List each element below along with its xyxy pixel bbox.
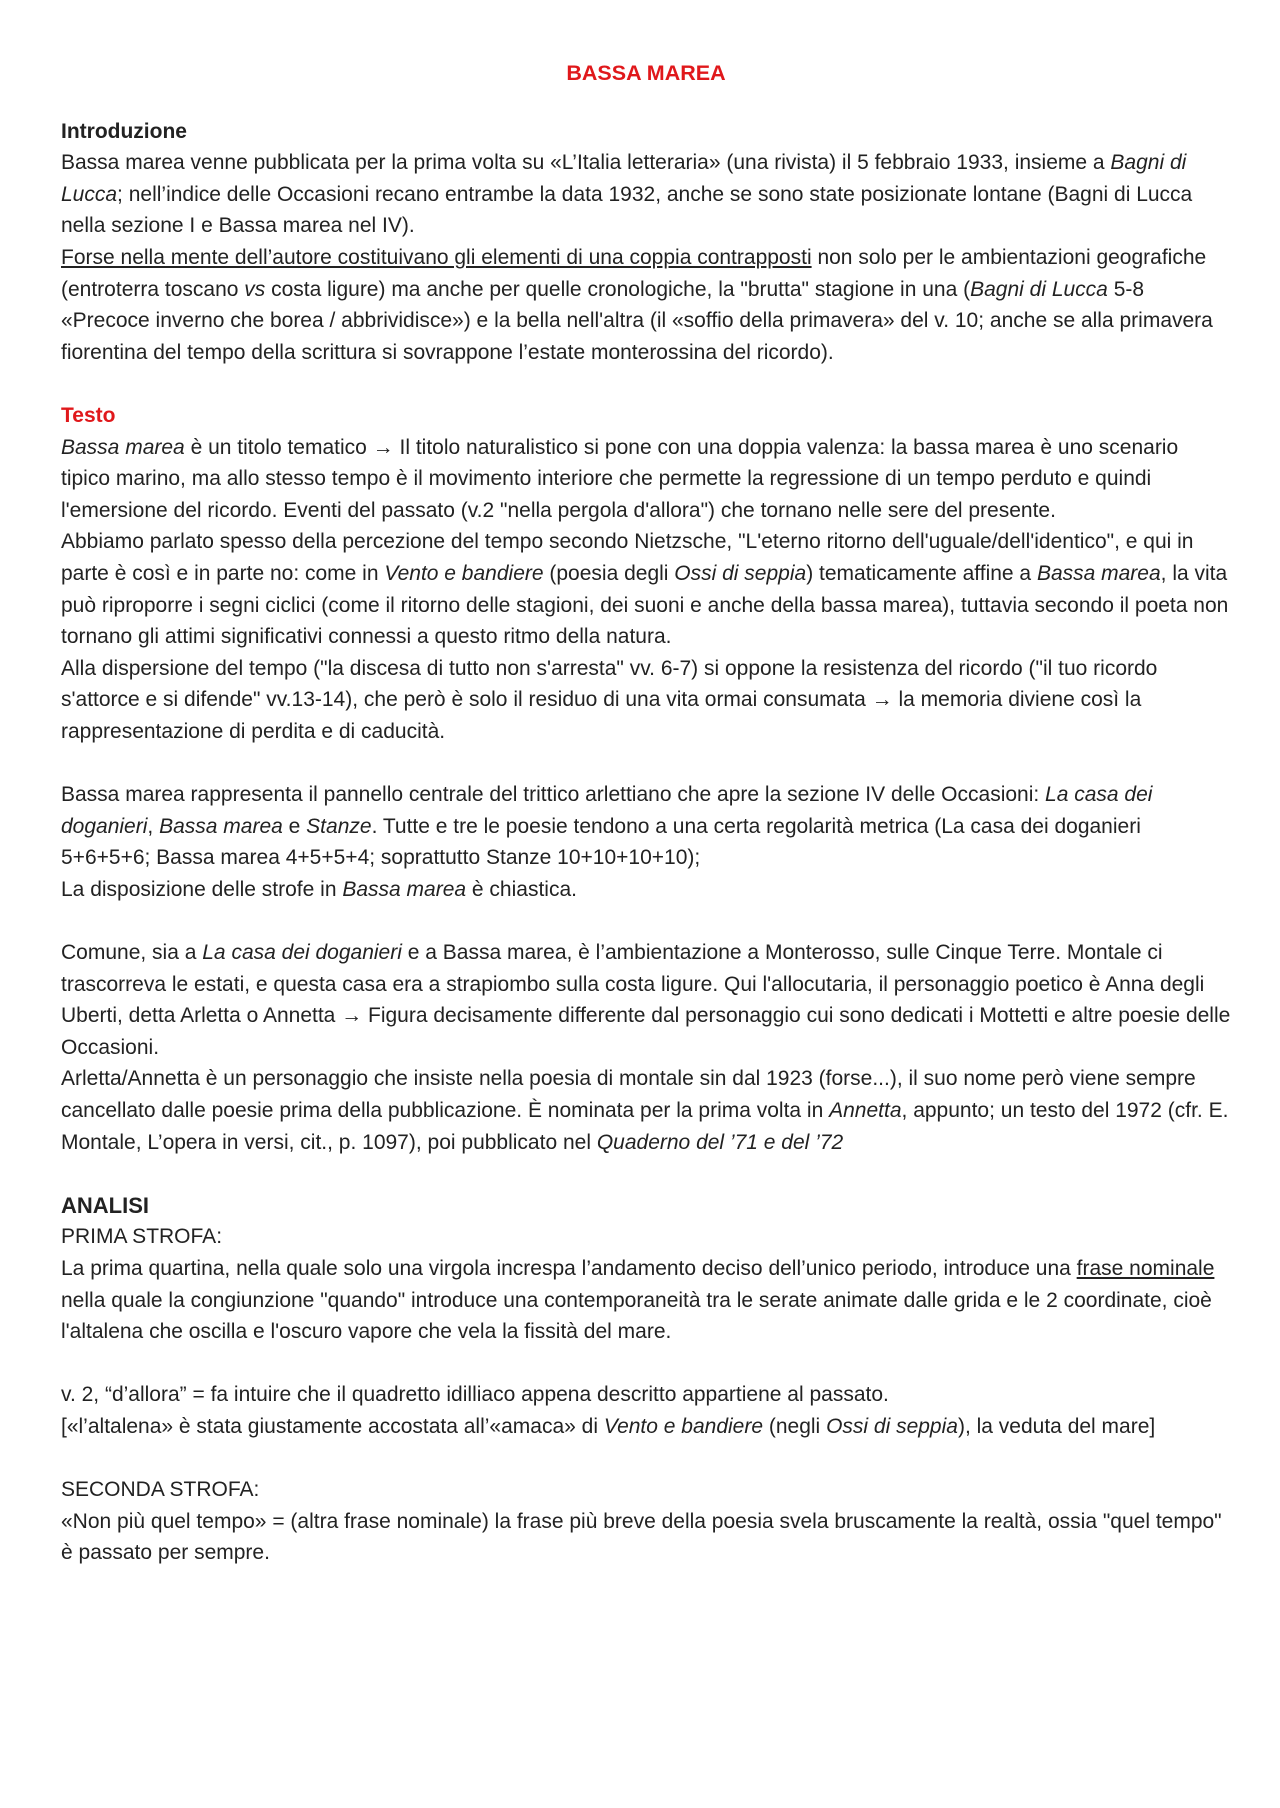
text-run: , [147, 814, 160, 838]
italic-run: vs [244, 277, 266, 301]
prima-strofa-label: PRIMA STROFA: [61, 1225, 223, 1249]
testo-paragraph-2 [61, 526, 1231, 652]
text-run: La disposizione delle strofe in [61, 877, 343, 901]
text-run: ; nell’indice delle Occasioni recano entrambe la data 1932, anche se sono state posizionate lontane (Bagni di Lucca nella sezione I e Bassa marea nel IV). [61, 182, 1193, 238]
prima-strofa-paragraph-2: v. 2, “d’allora” = fa intuire che il quadretto idilliaco appena descritto appartiene al passato. [61, 1383, 889, 1407]
italic-run: Stanze [306, 814, 372, 838]
text-run: ) tematicamente affine a [806, 561, 1037, 585]
testo-paragraph-4 [61, 779, 1231, 874]
italic-run: Vento e bandiere [603, 1414, 764, 1438]
text-run: è un titolo tematico → Il titolo naturalistico si pone con una doppia valenza: la bassa marea è uno scenario tipico marino, ma allo stesso tempo è il movimento interiore che permette la regressione di un tempo perduto e quindi l'emersione del ricordo. Eventi del passato (v.2 "nella pergola d'allora") che tornano nelle sere del presente. [61, 435, 1179, 522]
seconda-strofa-label: SECONDA STROFA: [61, 1478, 260, 1502]
document-title: BASSA MAREA [566, 61, 726, 85]
spacer [61, 1348, 1231, 1380]
intro-heading: Introduzione [61, 119, 187, 143]
document-page [61, 58, 1231, 1569]
text-run: costa ligure) ma anche per quelle cronologiche, la "brutta" stagione in una ( [265, 277, 971, 301]
text-run: Comune, sia a [61, 941, 203, 965]
underlined-run: frase nominale [1076, 1256, 1215, 1280]
spacer [61, 1158, 1231, 1190]
text-run: 5-8 «Precoce inverno che borea / abbrividisce») e la bella nell'altra (il «soffio della primavera» del v. 10; anche se alla primavera fiorentina del tempo della scrittura si sovrappone l’estate monterossina del ricordo). [61, 277, 1213, 364]
text-run: , appunto; un testo del 1972 (cfr. E. Montale, L’opera in versi, cit., p. 1097), poi pubblicato nel [61, 1099, 1229, 1154]
testo-paragraph-5 [61, 874, 1231, 906]
intro-paragraph-1 [61, 147, 1231, 242]
testo-paragraph-3: Alla dispersione del tempo ("la discesa di tutto non s'arresta" vv. 6-7) si oppone la resistenza del ricordo ("il tuo ricordo s'attorce e si difende" vv.13-14), che però è solo il residuo di una vita ormai consumata → la memoria diviene così la rappresentazione di perdita e di caducità. [61, 656, 1158, 743]
italic-run: Bagni di Lucca [61, 151, 1187, 206]
text-run: [«l’altalena» è stata giustamente accostata all’«amaca» di [61, 1414, 604, 1438]
text-run: e a Bassa marea, è l’ambientazione a Monterosso, sulle Cinque Terre. Montale ci trascorreva le estati, e questa casa era a strapiombo sulla costa ligure. Qui l'allocutaria, il personaggio poetico è Anna degli Uberti, detta Arletta o Annetta → Figura decisamente differente dal personaggio cui sono dedicati i Mottetti e altre poesie delle Occasioni. [61, 941, 1231, 1059]
italic-run: La casa dei doganieri [61, 783, 1153, 838]
italic-run: Bassa marea [342, 877, 467, 901]
testo-paragraph-6 [61, 937, 1231, 1063]
text-run: e [282, 814, 307, 838]
analisi-heading: ANALISI [61, 1192, 149, 1218]
prima-strofa-paragraph-1 [61, 1253, 1231, 1348]
text-run: La prima quartina, nella quale solo una virgola increspa l’andamento deciso dell’unico periodo, introduce una [61, 1256, 1077, 1280]
italic-run: La casa dei doganieri [202, 941, 402, 965]
text-run: è chiastica. [466, 877, 577, 901]
testo-paragraph-7 [61, 1063, 1231, 1158]
spacer [61, 368, 1231, 400]
testo-heading: Testo [61, 403, 116, 427]
seconda-strofa-paragraph-1: «Non più quel tempo» = (altra frase nominale) la frase più breve della poesia svela bruscamente la realtà, ossia "quel tempo" è passato per sempre. [61, 1509, 1222, 1565]
spacer [61, 747, 1231, 779]
prima-strofa-paragraph-3 [61, 1411, 1231, 1443]
text-run: ), la veduta del mare] [957, 1414, 1156, 1438]
testo-paragraph-1 [61, 432, 1231, 527]
underlined-run: Forse nella mente dell’autore costituivano gli elementi di una coppia contrapposti [61, 245, 812, 269]
text-run: (negli [763, 1414, 827, 1438]
text-run: Bassa marea rappresenta il pannello centrale del trittico arlettiano che apre la sezione IV delle Occasioni: [61, 783, 1046, 807]
italic-run: Quaderno del ’71 e del ’72 [596, 1130, 844, 1154]
spacer [61, 905, 1231, 937]
text-run: Bassa marea venne pubblicata per la prima volta su «L’Italia letteraria» (una rivista) il 5 febbraio 1933, insieme a [61, 151, 1111, 175]
text-run: (poesia degli [543, 561, 675, 585]
text-run: nella quale la congiunzione "quando" introduce una contemporaneità tra le serate animate dalle grida e le 2 coordinate, cioè l'altalena che oscilla e l'oscuro vapore che vela la fissità del mare. [61, 1288, 1212, 1344]
text-run: non solo per le ambientazioni geografiche (entroterra toscano [61, 245, 1207, 301]
text-run: Arletta/Annetta è un personaggio che insiste nella poesia di montale sin dal 1923 (forse...), il suo nome però viene sempre cancellato dalle poesie prima della pubblicazione. È nominata per la prima volta in [61, 1067, 1196, 1122]
spacer [61, 1443, 1231, 1475]
italic-run: Vento e bandiere [384, 561, 544, 585]
italic-run: Annetta [829, 1099, 902, 1122]
text-run: , la vita può riproporre i segni ciclici (come il ritorno delle stagioni, dei suoni e anche della bassa marea), tuttavia secondo il poeta non tornano gli attimi significativi connessi a questo ritmo della natura. [61, 561, 1229, 649]
italic-run: Bagni di Lucca [970, 277, 1108, 301]
intro-paragraph-2 [61, 242, 1231, 368]
italic-run: Ossi di seppia [826, 1414, 958, 1438]
italic-run: Bassa marea [159, 814, 283, 838]
italic-run: Ossi di seppia [674, 561, 807, 585]
italic-run: Bassa marea [61, 435, 185, 459]
italic-run: Bassa marea [1036, 561, 1161, 585]
text-run: . Tutte e tre le poesie tendono a una certa regolarità metrica (La casa dei doganieri 5+6+5+6; Bassa marea 4+5+5+4; soprattutto Stanze 10+10+10+10); [61, 814, 1141, 870]
text-run: Abbiamo parlato spesso della percezione del tempo secondo Nietzsche, "L'eterno ritorno dell'uguale/dell'identico", e qui in parte è così e in parte no: come in [61, 530, 1194, 585]
